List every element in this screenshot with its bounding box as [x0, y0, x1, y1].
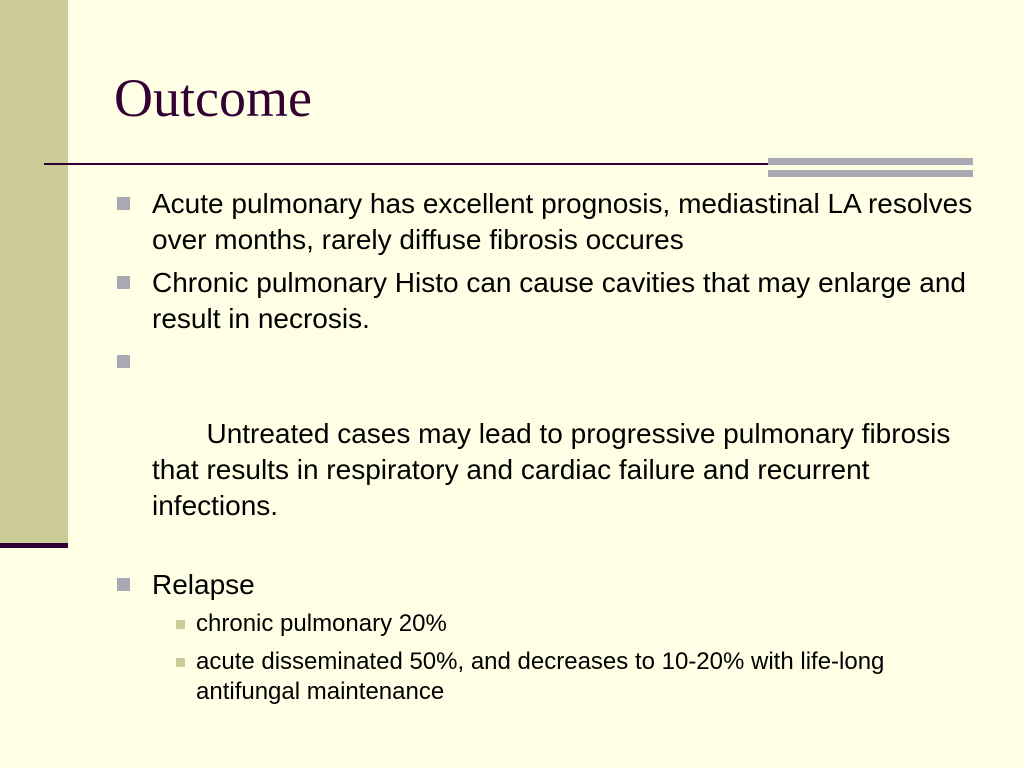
sub-bullet-list [160, 609, 974, 707]
bullet-item [114, 186, 974, 258]
accent-bars [768, 158, 973, 178]
sub-bullet-text: acute disseminated 50%, and decreases to 10-20% with life-long antifungal maintenance [196, 648, 885, 705]
bullet-text: Relapse [152, 569, 255, 600]
accent-bar-bottom [768, 170, 973, 177]
left-band-accent-line [0, 543, 68, 548]
slide-title: Outcome [114, 68, 312, 128]
small-square-bullet-icon [176, 658, 185, 667]
bullet-text: Chronic pulmonary Histo can cause cavities that may enlarge and result in necrosis. [152, 267, 966, 334]
square-bullet-icon [117, 578, 130, 591]
square-bullet-icon [117, 197, 130, 210]
slide-content [114, 186, 974, 715]
left-decorative-band [0, 0, 68, 545]
bullet-text: Acute pulmonary has excellent prognosis, mediastinal LA resolves over months, rarely diffuse fibrosis occures [152, 188, 973, 255]
square-bullet-icon [117, 276, 130, 289]
sub-bullet-text: chronic pulmonary 20% [196, 610, 447, 637]
sub-bullet-item [160, 609, 974, 639]
bullet-item [114, 265, 974, 337]
title-divider-line [44, 163, 874, 165]
bullet-item [114, 344, 974, 560]
bullet-list [114, 186, 974, 707]
small-square-bullet-icon [176, 620, 185, 629]
bullet-item [114, 567, 974, 707]
sub-bullet-item [160, 647, 974, 707]
accent-bar-top [768, 158, 973, 165]
square-bullet-icon [117, 355, 130, 368]
bullet-text: Untreated cases may lead to progressive pulmonary fibrosis that results in respiratory and cardiac failure and recurrent infections. [152, 418, 959, 521]
